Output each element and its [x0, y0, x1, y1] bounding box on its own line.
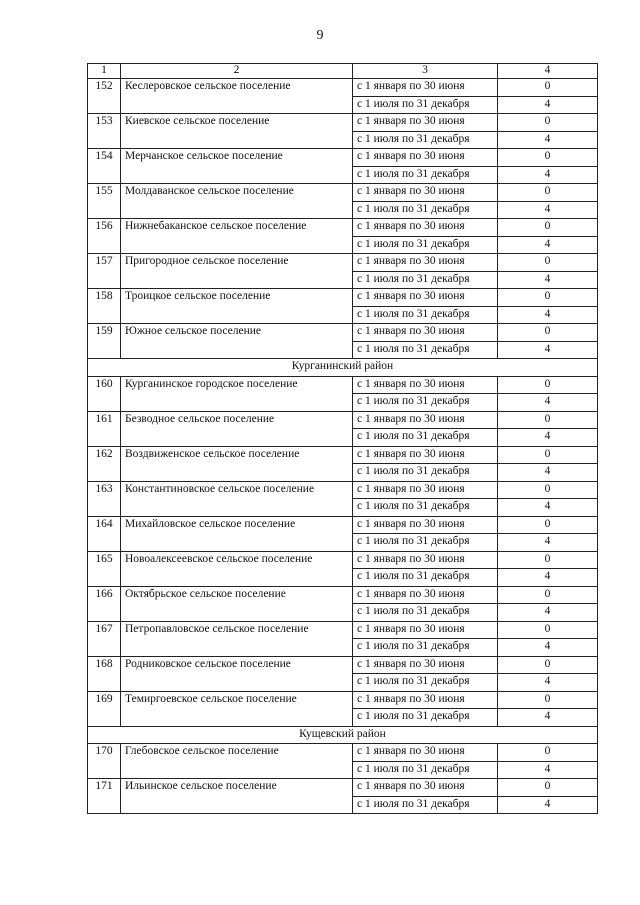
period-second-half: с 1 июля по 31 декабря — [353, 429, 498, 447]
value-second-half: 4 — [498, 166, 598, 184]
period-first-half: с 1 января по 30 июня — [353, 376, 498, 394]
settlement-row — [88, 149, 598, 167]
value-first-half: 0 — [498, 149, 598, 167]
period-first-half: с 1 января по 30 июня — [353, 324, 498, 342]
period-second-half: с 1 июля по 31 декабря — [353, 271, 498, 289]
value-second-half: 4 — [498, 674, 598, 692]
period-second-half: с 1 июля по 31 декабря — [353, 166, 498, 184]
period-second-half: с 1 июля по 31 декабря — [353, 394, 498, 412]
settlement-name: Мерчанское сельское поселение — [121, 149, 353, 184]
value-second-half: 4 — [498, 534, 598, 552]
value-second-half: 4 — [498, 306, 598, 324]
value-second-half: 4 — [498, 761, 598, 779]
settlement-row — [88, 516, 598, 534]
row-number: 156 — [88, 219, 121, 254]
district-row — [88, 726, 598, 744]
settlement-row — [88, 411, 598, 429]
row-number: 152 — [88, 79, 121, 114]
value-first-half: 0 — [498, 184, 598, 202]
period-second-half: с 1 июля по 31 декабря — [353, 709, 498, 727]
value-second-half: 4 — [498, 604, 598, 622]
settlement-row — [88, 376, 598, 394]
settlement-name: Темиргоевское сельское поселение — [121, 691, 353, 726]
settlement-row — [88, 586, 598, 604]
period-second-half: с 1 июля по 31 декабря — [353, 464, 498, 482]
settlement-name: Петропавловское сельское поселение — [121, 621, 353, 656]
value-second-half: 4 — [498, 569, 598, 587]
settlement-row — [88, 656, 598, 674]
row-number: 153 — [88, 114, 121, 149]
value-second-half: 4 — [498, 639, 598, 657]
column-header-4: 4 — [498, 64, 598, 79]
settlement-row — [88, 744, 598, 762]
value-first-half: 0 — [498, 621, 598, 639]
settlement-row — [88, 446, 598, 464]
period-first-half: с 1 января по 30 июня — [353, 149, 498, 167]
district-heading: Курганинский район — [88, 359, 598, 377]
settlement-row — [88, 551, 598, 569]
value-first-half: 0 — [498, 481, 598, 499]
period-first-half: с 1 января по 30 июня — [353, 446, 498, 464]
value-second-half: 4 — [498, 429, 598, 447]
period-second-half: с 1 июля по 31 декабря — [353, 236, 498, 254]
value-first-half: 0 — [498, 254, 598, 272]
settlement-row — [88, 184, 598, 202]
settlement-name: Ильинское сельское поселение — [121, 779, 353, 814]
district-heading: Кущевский район — [88, 726, 598, 744]
settlement-name: Кеслеровское сельское поселение — [121, 79, 353, 114]
value-first-half: 0 — [498, 551, 598, 569]
value-first-half: 0 — [498, 586, 598, 604]
row-number: 161 — [88, 411, 121, 446]
row-number: 166 — [88, 586, 121, 621]
period-first-half: с 1 января по 30 июня — [353, 691, 498, 709]
period-first-half: с 1 января по 30 июня — [353, 551, 498, 569]
settlement-row — [88, 289, 598, 307]
value-second-half: 4 — [498, 271, 598, 289]
settlement-name: Курганинское городское поселение — [121, 376, 353, 411]
value-second-half: 4 — [498, 96, 598, 114]
period-first-half: с 1 января по 30 июня — [353, 656, 498, 674]
settlement-row — [88, 324, 598, 342]
period-second-half: с 1 июля по 31 декабря — [353, 569, 498, 587]
value-second-half: 4 — [498, 499, 598, 517]
value-first-half: 0 — [498, 324, 598, 342]
value-first-half: 0 — [498, 744, 598, 762]
settlement-name: Безводное сельское поселение — [121, 411, 353, 446]
period-first-half: с 1 января по 30 июня — [353, 79, 498, 97]
value-first-half: 0 — [498, 691, 598, 709]
settlement-name: Новоалексеевское сельское поселение — [121, 551, 353, 586]
period-first-half: с 1 января по 30 июня — [353, 744, 498, 762]
settlement-name: Южное сельское поселение — [121, 324, 353, 359]
period-second-half: с 1 июля по 31 декабря — [353, 604, 498, 622]
period-first-half: с 1 января по 30 июня — [353, 219, 498, 237]
column-header-1: 1 — [88, 64, 121, 79]
period-second-half: с 1 июля по 31 декабря — [353, 201, 498, 219]
settlement-row — [88, 219, 598, 237]
district-row — [88, 359, 598, 377]
period-second-half: с 1 июля по 31 декабря — [353, 341, 498, 359]
settlement-name: Глебовское сельское поселение — [121, 744, 353, 779]
value-first-half: 0 — [498, 779, 598, 797]
row-number: 157 — [88, 254, 121, 289]
period-second-half: с 1 июля по 31 декабря — [353, 639, 498, 657]
value-second-half: 4 — [498, 201, 598, 219]
value-second-half: 4 — [498, 709, 598, 727]
settlement-name: Молдаванское сельское поселение — [121, 184, 353, 219]
column-header-2: 2 — [121, 64, 353, 79]
value-second-half: 4 — [498, 796, 598, 814]
period-second-half: с 1 июля по 31 декабря — [353, 306, 498, 324]
settlement-name: Родниковское сельское поселение — [121, 656, 353, 691]
table-body — [88, 64, 598, 814]
value-first-half: 0 — [498, 219, 598, 237]
value-second-half: 4 — [498, 236, 598, 254]
settlement-name: Троицкое сельское поселение — [121, 289, 353, 324]
period-first-half: с 1 января по 30 июня — [353, 289, 498, 307]
row-number: 159 — [88, 324, 121, 359]
row-number: 155 — [88, 184, 121, 219]
settlement-row — [88, 254, 598, 272]
column-header-3: 3 — [353, 64, 498, 79]
settlement-row — [88, 79, 598, 97]
value-first-half: 0 — [498, 289, 598, 307]
settlement-rates-table — [87, 63, 598, 814]
settlement-name: Пригородное сельское поселение — [121, 254, 353, 289]
value-second-half: 4 — [498, 131, 598, 149]
page-number: 9 — [316, 28, 324, 43]
settlement-name: Октябрьское сельское поселение — [121, 586, 353, 621]
period-first-half: с 1 января по 30 июня — [353, 254, 498, 272]
value-first-half: 0 — [498, 79, 598, 97]
period-first-half: с 1 января по 30 июня — [353, 516, 498, 534]
period-first-half: с 1 января по 30 июня — [353, 586, 498, 604]
settlement-name: Воздвиженское сельское поселение — [121, 446, 353, 481]
period-second-half: с 1 июля по 31 декабря — [353, 131, 498, 149]
value-second-half: 4 — [498, 394, 598, 412]
settlement-row — [88, 779, 598, 797]
row-number: 168 — [88, 656, 121, 691]
period-second-half: с 1 июля по 31 декабря — [353, 674, 498, 692]
settlement-name: Михайловское сельское поселение — [121, 516, 353, 551]
period-second-half: с 1 июля по 31 декабря — [353, 499, 498, 517]
row-number: 163 — [88, 481, 121, 516]
row-number: 171 — [88, 779, 121, 814]
settlement-name: Киевское сельское поселение — [121, 114, 353, 149]
period-first-half: с 1 января по 30 июня — [353, 481, 498, 499]
value-first-half: 0 — [498, 446, 598, 464]
value-first-half: 0 — [498, 376, 598, 394]
row-number: 169 — [88, 691, 121, 726]
value-first-half: 0 — [498, 114, 598, 132]
period-second-half: с 1 июля по 31 декабря — [353, 96, 498, 114]
value-first-half: 0 — [498, 656, 598, 674]
value-second-half: 4 — [498, 341, 598, 359]
row-number: 162 — [88, 446, 121, 481]
settlement-name: Константиновское сельское поселение — [121, 481, 353, 516]
value-first-half: 0 — [498, 516, 598, 534]
period-first-half: с 1 января по 30 июня — [353, 621, 498, 639]
column-number-row — [88, 64, 598, 79]
period-first-half: с 1 января по 30 июня — [353, 411, 498, 429]
value-first-half: 0 — [498, 411, 598, 429]
value-second-half: 4 — [498, 464, 598, 482]
row-number: 164 — [88, 516, 121, 551]
period-first-half: с 1 января по 30 июня — [353, 114, 498, 132]
period-second-half: с 1 июля по 31 декабря — [353, 796, 498, 814]
period-second-half: с 1 июля по 31 декабря — [353, 534, 498, 552]
settlement-row — [88, 621, 598, 639]
settlement-row — [88, 481, 598, 499]
row-number: 154 — [88, 149, 121, 184]
row-number: 160 — [88, 376, 121, 411]
row-number: 167 — [88, 621, 121, 656]
row-number: 165 — [88, 551, 121, 586]
row-number: 158 — [88, 289, 121, 324]
settlement-name: Нижнебаканское сельское поселение — [121, 219, 353, 254]
period-first-half: с 1 января по 30 июня — [353, 779, 498, 797]
row-number: 170 — [88, 744, 121, 779]
settlement-row — [88, 114, 598, 132]
period-first-half: с 1 января по 30 июня — [353, 184, 498, 202]
settlement-row — [88, 691, 598, 709]
period-second-half: с 1 июля по 31 декабря — [353, 761, 498, 779]
